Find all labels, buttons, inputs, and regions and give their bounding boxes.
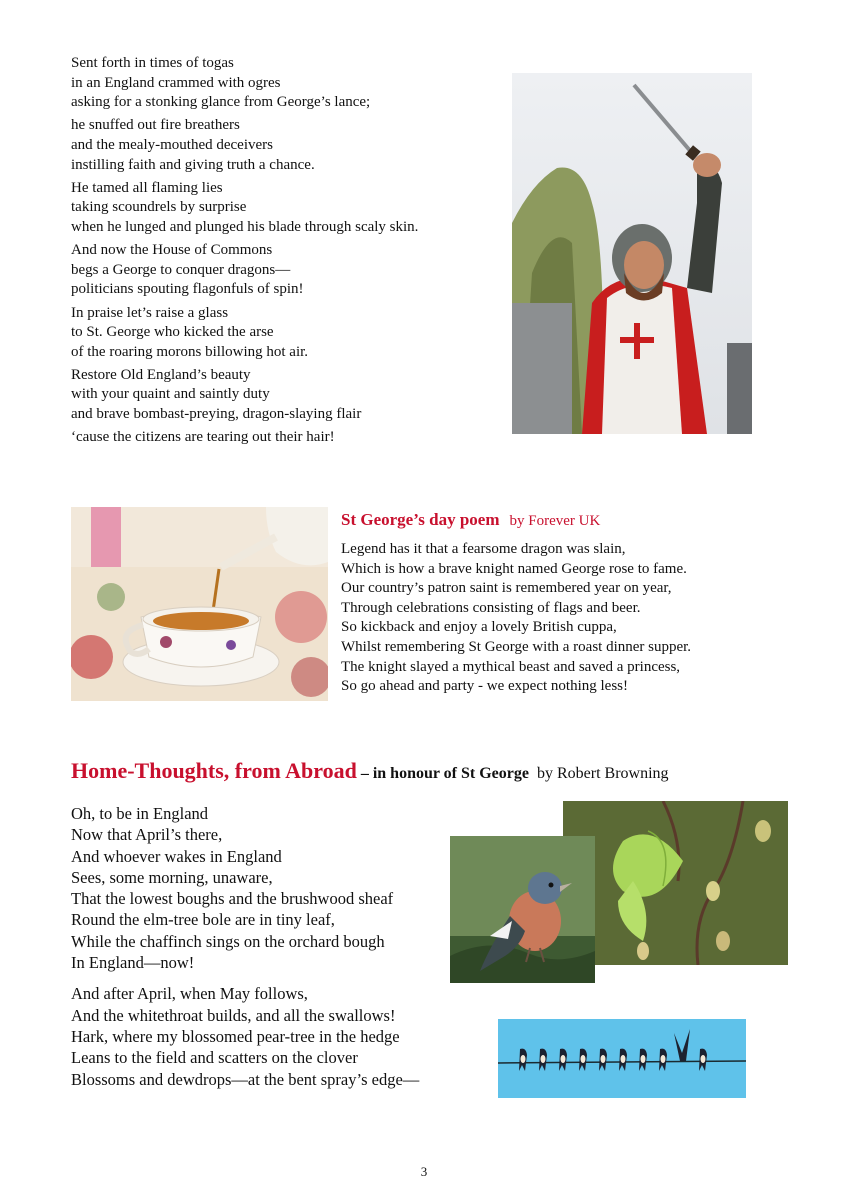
poem-line: Blossoms and dewdrops—at the bent spray’s edge— (71, 1069, 420, 1089)
poem-title: St George’s day poem (341, 510, 500, 529)
poem-line: And whoever wakes in England (71, 846, 282, 866)
poem-line: with your quaint and saintly duty (71, 386, 270, 403)
poem-stanza (71, 116, 501, 175)
poem-stanza (71, 983, 451, 1089)
elm-leaves-photo (563, 801, 788, 965)
poem-byline: by Forever UK (509, 513, 601, 529)
poem-stanza (71, 428, 501, 448)
poem-line: That the lowest boughs and the brushwood sheaf (71, 889, 394, 909)
poem-line: Round the elm-tree bole are in tiny leaf, (71, 910, 335, 930)
teacup-photo (71, 507, 328, 701)
poem-st-georges-day (341, 509, 781, 697)
poem-line: He tamed all flaming lies (71, 179, 223, 196)
poem-stanza (71, 241, 501, 300)
poem-line: instilling faith and giving truth a chance. (71, 156, 315, 173)
poem-line: Sent forth in times of togas (71, 55, 234, 71)
poem-line: Legend has it that a fearsome dragon was slain, (341, 541, 626, 557)
poem-line: The knight slayed a mythical beast and saved a princess, (341, 658, 681, 675)
poem-line: And after April, when May follows, (71, 984, 308, 1004)
poem-stanza (71, 304, 501, 363)
poem-line: of the roaring morons billowing hot air. (71, 343, 309, 360)
poem-author: by Robert Browning (536, 765, 669, 782)
poem-line: And the whitethroat builds, and all the swallows! (71, 1005, 396, 1025)
poem-line: begs a George to conquer dragons— (71, 261, 291, 278)
swallows-photo (498, 1019, 746, 1098)
knight-photo (512, 73, 752, 434)
poem-line: in an England crammed with ogres (71, 74, 281, 91)
poem-line: In England—now! (71, 953, 195, 973)
poem-title: Home-Thoughts, from Abroad (71, 758, 357, 783)
poem-body (341, 540, 781, 697)
poem-stanza (71, 179, 501, 238)
poem-line: asking for a stonking glance from George’s lance; (71, 94, 371, 111)
poem-stanza (71, 54, 501, 113)
poem-stanza (71, 803, 451, 973)
poem-line: Which is how a brave knight named George rose to fame. (341, 560, 687, 577)
poem-line: ‘cause the citizens are tearing out their hair! (71, 429, 335, 446)
poem-line: So go ahead and party - we expect nothing less! (341, 678, 628, 695)
poem-line: Hark, where my blossomed pear-tree in the hedge (71, 1026, 400, 1046)
poem-line: Restore Old England’s beauty (71, 366, 251, 383)
poem-heading (71, 758, 669, 784)
poem-subtitle: – in honour of St George (360, 765, 529, 782)
poem-line: And now the House of Commons (71, 242, 273, 259)
poem-line: Sees, some morning, unaware, (71, 867, 273, 887)
poem-line: he snuffed out fire breathers (71, 117, 240, 134)
chaffinch-photo (450, 836, 595, 983)
page-number: 3 (420, 1164, 428, 1179)
poem-line: So kickback and enjoy a lovely British cuppa, (341, 619, 617, 636)
poem-line: politicians spouting flagonfuls of spin! (71, 281, 304, 298)
poem-line: In praise let’s raise a glass (71, 304, 229, 321)
poem-line: and the mealy-mouthed deceivers (71, 136, 274, 153)
poem-line: and brave bombast-preying, dragon-slaying flair (71, 406, 362, 423)
poem-st-george-verse (71, 54, 501, 451)
poem-line: Our country’s patron saint is remembered year on year, (341, 580, 672, 597)
poem-line: to St. George who kicked the arse (71, 324, 274, 341)
poem-line: when he lunged and plunged his blade through scaly skin. (71, 218, 419, 235)
poem-line: While the chaffinch sings on the orchard bough (71, 931, 385, 951)
poem-line: Oh, to be in England (71, 804, 209, 823)
poem-stanza (71, 366, 501, 425)
poem-line: Through celebrations consisting of flags and beer. (341, 599, 641, 616)
poem-line: taking scoundrels by surprise (71, 199, 247, 216)
poem-home-thoughts (71, 803, 451, 1100)
poem-line: Whilst remembering St George with a roast dinner supper. (341, 638, 692, 655)
poem-line: Leans to the field and scatters on the clover (71, 1048, 358, 1068)
poem-title-row (341, 509, 781, 532)
poem-line: Now that April’s there, (71, 825, 223, 845)
